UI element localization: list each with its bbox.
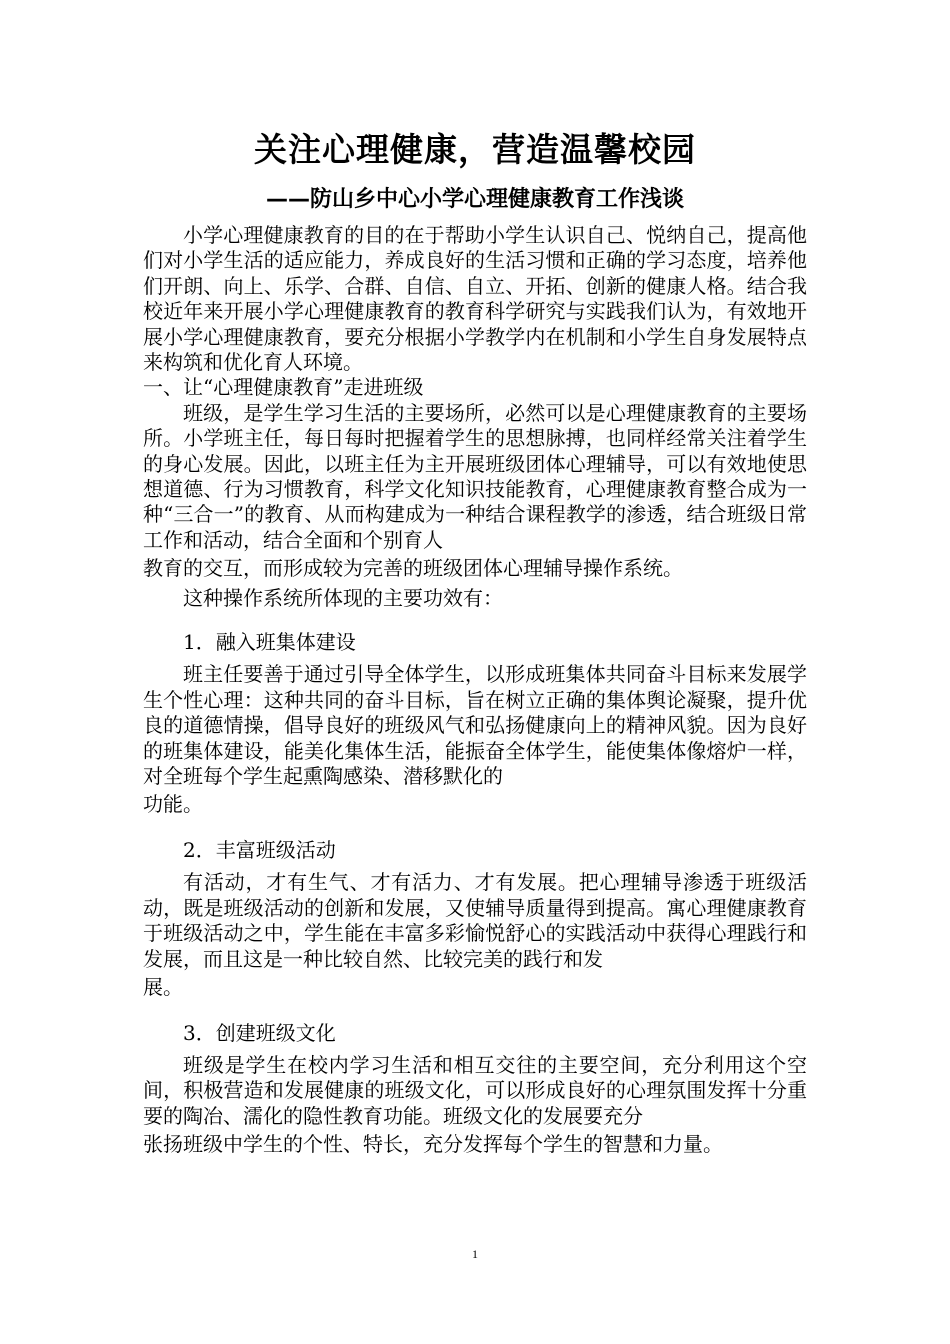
item-3-paragraph-b: 张扬班级中学生的个性、特长，充分发挥每个学生的智慧和力量。 <box>143 1132 723 1157</box>
section1-paragraph-1a: 班级，是学生学习生活的主要场所，必然可以是心理健康教育的主要场所。小学班主任，每日每时把握着学生的思想脉搏，也同样经常关注着学生的身心发展。因此，以班主任为主开展班级团体心理辅导，可以有效地使思想道德、行为习惯教育，科学文化知识技能教育，心理健康教育整合成为一种“三合一”的教育、从而构建成为一种结合课程教学的渗透，结合班级日常工作和活动，结合全面和个别育人 <box>143 400 807 552</box>
document-subtitle: ——防山乡中心小学心理健康教育工作浅谈 <box>265 187 684 212</box>
document-title: 关注心理健康，营造温馨校园 <box>254 130 696 169</box>
intro-paragraph: 小学心理健康教育的目的在于帮助小学生认识自己、悦纳自己，提高他们对小学生活的适应能力，养成良好的生活习惯和正确的学习态度，培养他们开朗、向上、乐学、合群、自信、自立、开拓、创新的健康人格。结合我校近年来开展小学心理健康教育的教育科学研究与实践我们认为，有效地开展小学心理健康教育，要充分根据小学教学内在机制和小学生自身发展特点来构筑和优化育人环境。 <box>143 223 807 375</box>
section1-paragraph-1b: 教育的交互，而形成较为完善的班级团体心理辅导操作系统。 <box>143 556 683 581</box>
item-2-paragraph-a: 有活动，才有生气、才有活力、才有发展。把心理辅导渗透于班级活动，既是班级活动的创新和发展，又使辅导质量得到提高。寓心理健康教育于班级活动之中，学生能在丰富多彩愉悦舒心的实践活动中获得心理践行和发展，而且这是一种比较自然、比较完美的践行和发 <box>143 870 807 971</box>
section1-paragraph-2: 这种操作系统所体现的主要功效有： <box>183 586 503 611</box>
item-1-title: 1．融入班集体建设 <box>183 630 356 655</box>
item-3-paragraph-a: 班级是学生在校内学习生活和相互交往的主要空间，充分利用这个空间，积极营造和发展健康的班级文化，可以形成良好的心理氛围发挥十分重要的陶冶、濡化的隐性教育功能。班级文化的发展要充分 <box>143 1052 807 1128</box>
item-2-paragraph-b: 展。 <box>143 974 183 999</box>
item-1-paragraph-a: 班主任要善于通过引导全体学生，以形成班集体共同奋斗目标来发展学生个性心理：这种共同的奋斗目标，旨在树立正确的集体舆论凝聚，提升优良的道德情操，倡导良好的班级风气和弘扬健康向上的精神风貌。因为良好的班集体建设，能美化集体生活，能振奋全体学生，能使集体像熔炉一样，对全班每个学生起熏陶感染、潜移默化的 <box>143 662 807 788</box>
item-2-title: 2．丰富班级活动 <box>183 838 336 863</box>
item-3-title: 3．创建班级文化 <box>183 1020 336 1045</box>
page-number: 1 <box>472 1247 478 1261</box>
section-heading-1: 一、让“心理健康教育”走进班级 <box>143 375 424 400</box>
document-body <box>143 223 807 1160</box>
item-1-paragraph-b: 功能。 <box>143 792 203 817</box>
